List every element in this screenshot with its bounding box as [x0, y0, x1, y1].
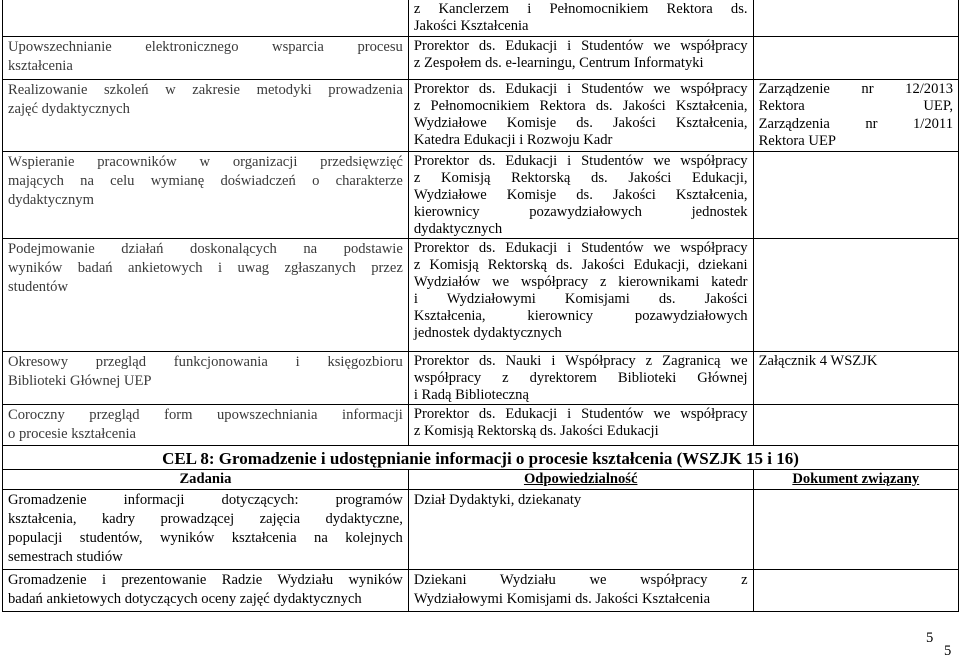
- document-cell-line: Zarządzenie nr 12/2013: [758, 80, 953, 97]
- responsible-cell-line: i Radą Biblioteczną: [413, 386, 529, 403]
- document-cell: [753, 36, 958, 79]
- task-cell-line: Upowszechnianie elektronicznego wsparcia procesu: [8, 38, 403, 55]
- document-cell: [753, 151, 958, 238]
- task-cell-line: populacji studentów, wyników kształcenia na kolejnych: [8, 529, 403, 546]
- table-row: [3, 36, 959, 79]
- responsible-cell-line: jednostek dydaktycznych: [413, 324, 562, 341]
- task-cell: [3, 489, 409, 569]
- responsible-cell-line: Wydziałowe Komisje ds. Jakości Kształcenia,: [413, 114, 748, 131]
- responsible-cell: [408, 36, 753, 79]
- task-cell-line: kształcenia: [8, 57, 73, 74]
- task-cell-line: o procesie kształcenia: [8, 425, 137, 442]
- task-cell: [3, 0, 409, 36]
- responsible-cell-line: Prorektor ds. Edukacji i Studentów we współpracy: [413, 239, 748, 256]
- task-cell-line: Gromadzenie i prezentowanie Radzie Wydziału wyników: [8, 571, 403, 588]
- responsible-cell-line: Katedra Edukacji i Rozwoju Kadr: [413, 131, 613, 148]
- table-row: [3, 151, 959, 238]
- responsible-cell: [408, 79, 753, 151]
- document-cell: [753, 238, 958, 351]
- task-cell-line: studentów: [8, 278, 68, 295]
- responsible-cell-line: z Kanclerzem i Pełnomocnikiem Rektora ds.: [413, 1, 748, 17]
- task-cell-line: Wspieranie pracowników w organizacji przedsięwzięć: [8, 153, 403, 170]
- responsible-cell-line: i Wydziałowymi Komisjami ds. Jakości: [413, 290, 748, 307]
- responsible-cell-line: Wydziałowymi Komisjami ds. Jakości Kształcenia: [413, 590, 711, 607]
- header-document-label: Dokument związany: [792, 470, 920, 487]
- table-row: [3, 79, 959, 151]
- page-number-inner: 5: [926, 630, 934, 646]
- task-cell-line: Biblioteki Głównej UEP: [8, 372, 152, 389]
- document-cell-line: Zarządzenia nr 1/2011: [758, 115, 953, 132]
- responsible-cell-line: dydaktycznych: [413, 220, 503, 237]
- responsible-cell-line: Kształcenia, kierownicy pozawydziałowych: [413, 307, 748, 324]
- task-cell-line: Podejmowanie działań doskonalących na podstawie: [8, 240, 403, 257]
- header-tasks: [3, 469, 409, 489]
- task-cell-line: semestrach studiów: [8, 548, 123, 565]
- document-cell: [753, 404, 958, 445]
- responsible-cell: [408, 151, 753, 238]
- goal-heading: CEL 8: Gromadzenie i udostępnianie informacji o procesie kształcenia (WSZJK 15 i 16): [3, 445, 959, 469]
- task-cell-line: kształcenia, kadry prowadzącej zajęcia dydaktyczne,: [8, 510, 403, 527]
- task-cell-line: dydaktycznym: [8, 191, 94, 208]
- document-cell: [753, 79, 958, 151]
- task-cell-line: Coroczny przegląd form upowszechniania informacji: [8, 406, 403, 423]
- header-tasks-label: Zadania: [179, 470, 232, 487]
- responsible-cell-line: z Komisją Rektorską ds. Jakości Edukacji, dziekani: [413, 256, 748, 273]
- table-row: [3, 238, 959, 351]
- task-cell-line: mających na celu wymianę doświadczeń o charakterze: [8, 172, 403, 189]
- task-cell-line: Realizowanie szkoleń w zakresie metodyki prowadzenia: [8, 81, 403, 98]
- task-cell: [3, 351, 409, 404]
- responsibility-table: [2, 0, 959, 612]
- document-cell-line: Rektora UEP,: [758, 98, 953, 114]
- task-cell-line: badań ankietowych dotyczących oceny zajęć dydaktycznych: [8, 590, 362, 607]
- header-row: [3, 469, 959, 489]
- task-cell-line: Okresowy przegląd funkcjonowania i księgozbioru: [8, 353, 403, 370]
- task-cell: [3, 79, 409, 151]
- page-number-outer: 5: [944, 643, 952, 659]
- responsible-cell-line: Wydziałów we współpracy z kierownikami katedr: [413, 273, 748, 290]
- responsible-cell: [408, 489, 753, 569]
- responsible-cell: [408, 569, 753, 611]
- responsible-cell-line: Dział Dydaktyki, dziekanaty: [413, 491, 582, 508]
- task-cell: [3, 36, 409, 79]
- table-row: [3, 569, 959, 611]
- table-row: [3, 351, 959, 404]
- responsible-cell: [408, 0, 753, 36]
- task-cell: [3, 404, 409, 445]
- responsible-cell: [408, 238, 753, 351]
- task-cell-line: Gromadzenie informacji dotyczących: programów: [8, 491, 403, 508]
- task-cell: [3, 569, 409, 611]
- document-cell: [753, 489, 958, 569]
- task-cell: [3, 238, 409, 351]
- document-cell: [753, 351, 958, 404]
- header-responsible: [408, 469, 753, 489]
- header-responsible-label: Odpowiedzialność: [523, 470, 638, 487]
- goal-row: [3, 445, 959, 469]
- table-row: [3, 0, 959, 36]
- responsible-cell-line: Prorektor ds. Edukacji i Studentów we współpracy: [413, 405, 748, 422]
- document-cell-line: Rektora UEP: [758, 133, 836, 149]
- responsible-cell-line: z Komisją Rektorską ds. Jakości Edukacji,: [413, 169, 748, 186]
- responsible-cell-line: z Komisją Rektorską ds. Jakości Edukacji: [413, 422, 659, 439]
- responsible-cell-line: Prorektor ds. Edukacji i Studentów we współpracy: [413, 37, 748, 54]
- responsible-cell: [408, 404, 753, 445]
- task-cell-line: wyników badań ankietowych i uwag zgłaszanych przez: [8, 259, 403, 276]
- responsible-cell-line: Wydziałowe Komisje ds. Jakości Kształcenia,: [413, 186, 748, 203]
- responsible-cell-line: Prorektor ds. Edukacji i Studentów we współpracy: [413, 80, 748, 97]
- responsible-cell-line: Dziekani Wydziału we współpracy z: [413, 571, 748, 588]
- header-document: [753, 469, 958, 489]
- document-cell-line: Załącznik 4 WSZJK: [758, 352, 878, 369]
- responsible-cell: [408, 351, 753, 404]
- responsible-cell-line: Prorektor ds. Edukacji i Studentów we współpracy: [413, 152, 748, 169]
- task-cell: [3, 151, 409, 238]
- responsible-cell-line: z Pełnomocnikiem Rektora ds. Jakości Kształcenia,: [413, 97, 748, 114]
- responsible-cell-line: Prorektor ds. Nauki i Współpracy z Zagranicą we: [413, 352, 748, 369]
- table-row: [3, 489, 959, 569]
- responsible-cell-line: kierownicy pozawydziałowych jednostek: [413, 203, 748, 220]
- document-cell: [753, 0, 958, 36]
- responsible-cell-line: współpracy z dyrektorem Biblioteki Głównej: [413, 369, 748, 386]
- responsible-cell-line: z Zespołem ds. e-learningu, Centrum Informatyki: [413, 54, 704, 71]
- document-cell: [753, 569, 958, 611]
- table-row: [3, 404, 959, 445]
- task-cell-line: zajęć dydaktycznych: [8, 100, 130, 117]
- responsible-cell-line: Jakości Kształcenia: [413, 18, 529, 34]
